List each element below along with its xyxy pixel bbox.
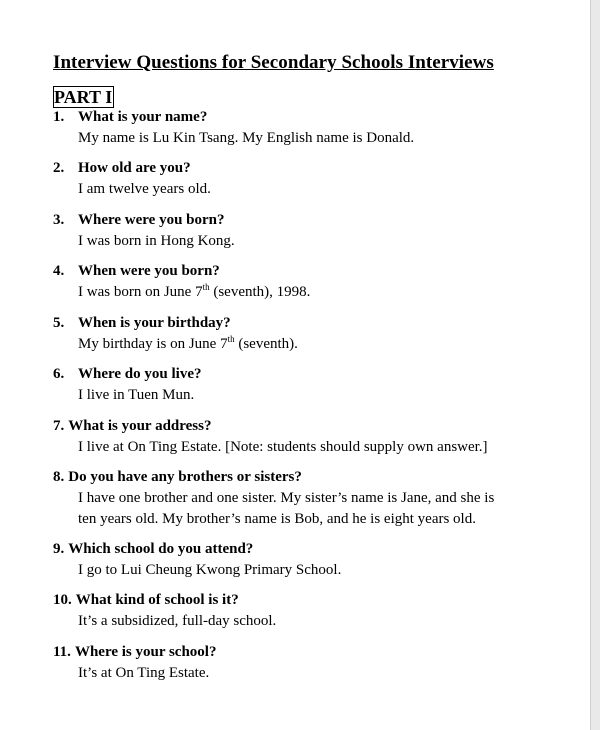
question-line [53,210,563,231]
question-number: 9. [53,541,65,557]
question-number: 1. [53,109,65,125]
question-text: Do you have any brothers or sisters? [68,469,302,485]
question-item [53,590,563,632]
question-number: 4. [53,263,65,279]
answer-text: My name is Lu Kin Tsang. My English name is Donald. [78,130,415,146]
question-line [53,590,563,611]
answer-text: I live at On Ting Estate. [Note: students should supply own answer.] [78,439,488,455]
question-item [53,261,563,303]
answer-text: I was born on June 7th (seventh), 1998. [78,282,311,300]
question-line [53,158,563,179]
question-item [53,539,563,581]
answer-text: I live in Tuen Mun. [78,387,195,403]
question-number: 11. [53,644,71,660]
question-item [53,416,563,458]
question-text: What is your name? [78,109,208,125]
question-line [53,416,563,437]
question-line [53,107,563,128]
question-text: Where do you live? [78,366,202,382]
answer-text: It’s at On Ting Estate. [78,665,210,681]
question-item [53,364,563,406]
question-item [53,642,563,684]
question-line [53,642,563,663]
question-number: 5. [53,315,65,331]
question-line [53,467,563,488]
question-text: Where is your school? [74,644,217,660]
answer-text: I have one brother and one sister. My sister’s name is Jane, and she is ten years old. My brother’s name is Bob, and he is eight years old. [78,490,495,527]
document-title: Interview Questions for Secondary Schools Interviews [53,52,494,73]
question-number: 8. [53,469,65,485]
question-item [53,313,563,355]
question-text: When is your birthday? [78,315,231,331]
question-text: When were you born? [78,263,220,279]
question-text: Which school do you attend? [68,541,254,557]
answer-text: I go to Lui Cheung Kwong Primary School. [78,562,342,578]
answer-text: My birthday is on June 7th (seventh). [78,334,298,352]
question-text: Where were you born? [78,212,225,228]
section-heading: PART I [54,87,113,107]
question-line [53,364,563,385]
question-text: How old are you? [78,160,191,176]
question-line [53,261,563,282]
question-item [53,467,563,530]
answer-text: I am twelve years old. [78,181,211,197]
question-item [53,210,563,252]
question-number: 3. [53,212,65,228]
answer-text: It’s a subsidized, full-day school. [78,613,277,629]
question-item [53,107,563,149]
question-line [53,313,563,334]
answer-text: I was born in Hong Kong. [78,233,235,249]
question-number: 10. [53,592,72,608]
question-number: 7. [53,418,65,434]
question-item [53,158,563,200]
question-line [53,539,563,560]
question-number: 6. [53,366,65,382]
question-number: 2. [53,160,65,176]
question-text: What kind of school is it? [75,592,239,608]
question-text: What is your address? [68,418,212,434]
